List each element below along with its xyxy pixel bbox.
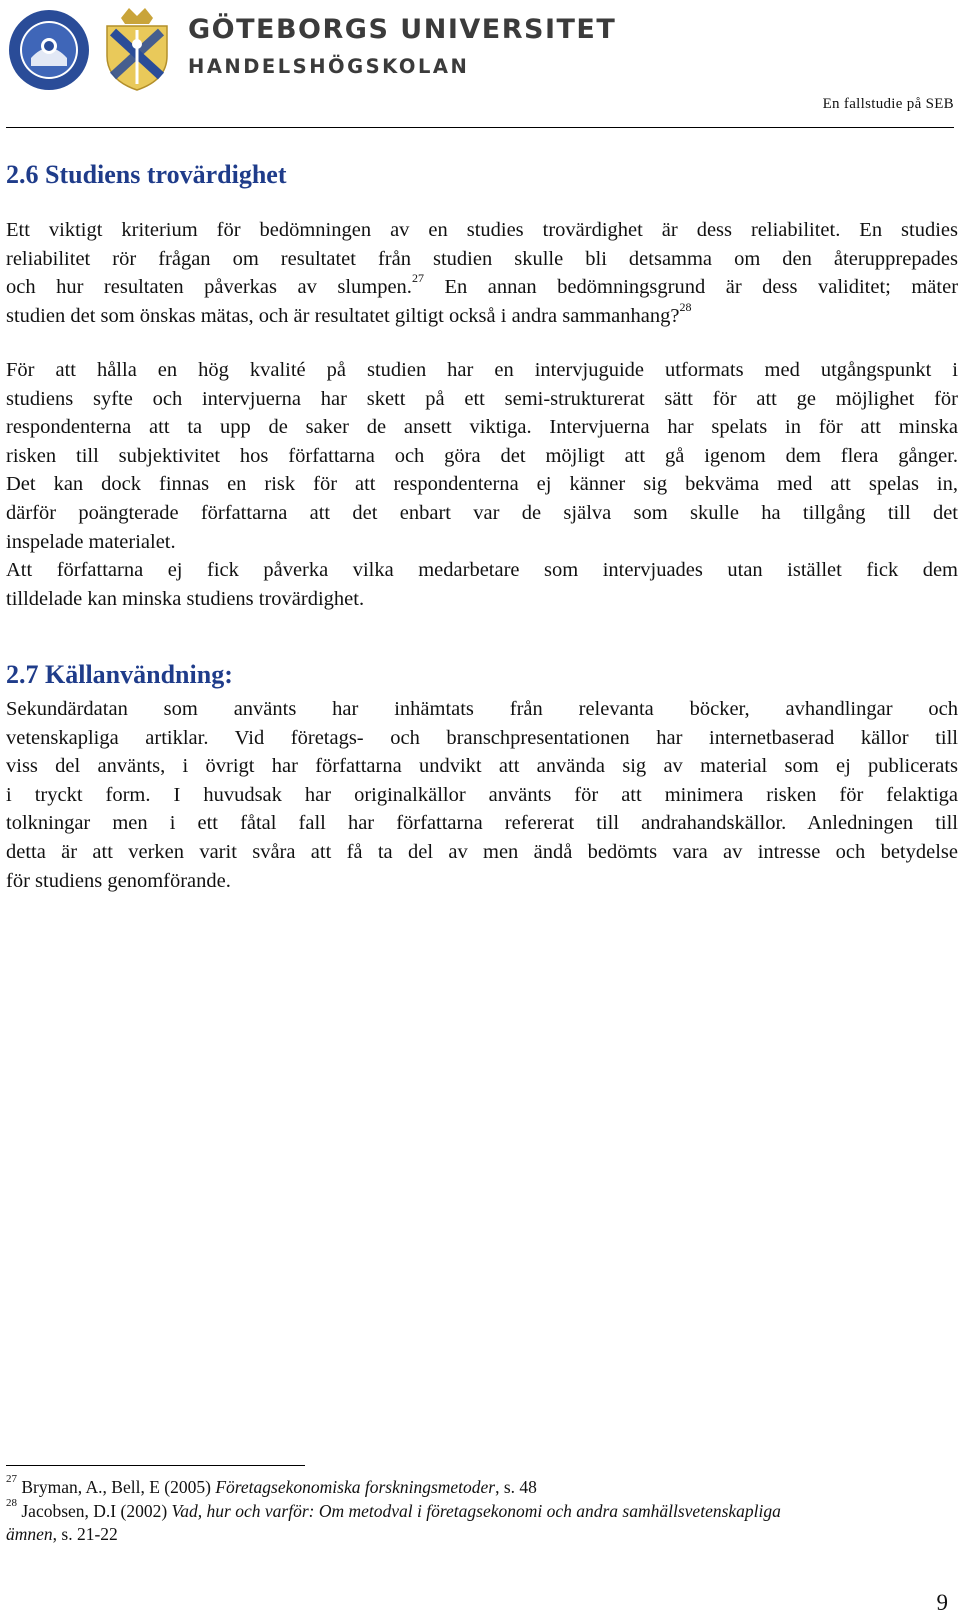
footnote-separator: [6, 1465, 305, 1466]
text-line: därför poängterade författarna att det enbart var de själva som skulle ha tillgång till det: [6, 501, 958, 524]
text-line: Att författarna ej fick påverka vilka medarbetare som intervjuades utan istället fick dem: [6, 559, 958, 582]
footnote-number: 28: [6, 1496, 17, 1509]
university-crest-icon: [99, 4, 175, 92]
paragraph-sources: [6, 695, 958, 895]
footnote-text: , s. 21-22: [52, 1524, 118, 1544]
text-line: respondenterna att ta upp de saker de ansett viktiga. Intervjuerna har spelats in för att minska: [6, 416, 958, 439]
footnote-number: 27: [6, 1473, 17, 1486]
text-line: i tryckt form. I huvudsak har originalkällor använts för att minimera risken för felaktiga: [6, 783, 958, 806]
text-line: Det kan dock finnas en risk för att respondenterna ej känner sig bekväma med att spelas in,: [6, 473, 958, 496]
text-line: viss del använts, i övrigt har författarna undvikt att använda sig av material som ej publicerats: [6, 755, 958, 778]
header-divider: [6, 127, 954, 128]
text-line: reliabilitet rör frågan om resultatet från studien skulle bli detsamma om den återupprepades: [6, 247, 958, 270]
heading-number: 2.7: [6, 660, 39, 689]
page-number: 9: [936, 1590, 948, 1615]
footnote-text: Bryman, A., Bell, E (2005): [17, 1477, 216, 1497]
footnote-title: Företagsekonomiska forskningsmetoder: [215, 1477, 496, 1497]
text-line: inspelade materialet.: [6, 530, 176, 553]
running-head: En fallstudie på SEB: [822, 96, 954, 112]
text-segment: studien det som önskas mätas, och är resultatet giltigt också i andra sammanhang?: [6, 304, 680, 327]
footnote-ref-27: 27: [411, 271, 424, 286]
text-line: Ett viktigt kriterium för bedömningen av en studies trovärdighet är dess reliabilitet. En studies: [6, 219, 958, 241]
paragraph-reliability: [6, 216, 958, 330]
footnotes: [6, 1473, 958, 1547]
text-line: studiens syfte och intervjuerna har skett på ett semi-strukturerat sätt för att ge möjlighet för: [6, 387, 958, 410]
text-line: tilldelade kan minska studiens trovärdighet.: [6, 587, 365, 610]
footnote-title: ämnen: [6, 1524, 53, 1544]
paragraph-interview-quality: [6, 356, 958, 613]
footnote-28-continued: [6, 1523, 958, 1547]
footnote-text: Jacobsen, D.I (2002): [17, 1500, 172, 1521]
text-line: Sekundärdatan som använts har inhämtats från relevanta böcker, avhandlingar och: [6, 698, 958, 720]
footnote-28: [6, 1496, 958, 1524]
text-line: risken till subjektivitet hos författarna och göra det möjligt att gå igenom dem flera gånger.: [6, 444, 958, 467]
text-line: detta är att verken varit svåra att få ta del av men ändå bedömts vara av intresse och betydelse: [6, 840, 958, 863]
footnote-27: [6, 1473, 958, 1500]
text-segment: och hur resultaten påverkas av slumpen.: [6, 276, 412, 299]
footnote-text: , s. 48: [495, 1477, 537, 1497]
text-line: vetenskapliga artiklar. Vid företags- och branschpresentationen har internetbaserad källor till: [6, 726, 958, 749]
page-header: [0, 0, 960, 132]
footnote-ref-28: 28: [679, 299, 692, 314]
school-name: HANDELSHÖGSKOLAN: [188, 55, 470, 78]
text-line: [6, 273, 958, 302]
heading-text: Källanvändning:: [45, 660, 233, 689]
text-line: för studiens genomförande.: [6, 869, 231, 892]
section-heading-2-7: [6, 660, 233, 690]
text-segment: En annan bedömningsgrund är dess validitet; mäter: [444, 276, 959, 299]
university-name: GÖTEBORGS UNIVERSITET: [188, 14, 617, 45]
text-line: tolkningar men i ett fåtal fall har författarna refererat till andrahandskällor. Anledningen till: [6, 812, 958, 835]
text-line: För att hålla en hög kvalité på studien har en intervjuguide utformats med utgångspunkt i: [6, 359, 958, 381]
text-line: [6, 299, 958, 331]
university-seal-icon: [7, 8, 91, 92]
footnote-title: Vad, hur och varför: Om metodval i företagsekonomi och andra samhällsvetenskapliga: [171, 1500, 781, 1521]
section-heading-2-6: 2.6 Studiens trovärdighet: [6, 160, 287, 189]
